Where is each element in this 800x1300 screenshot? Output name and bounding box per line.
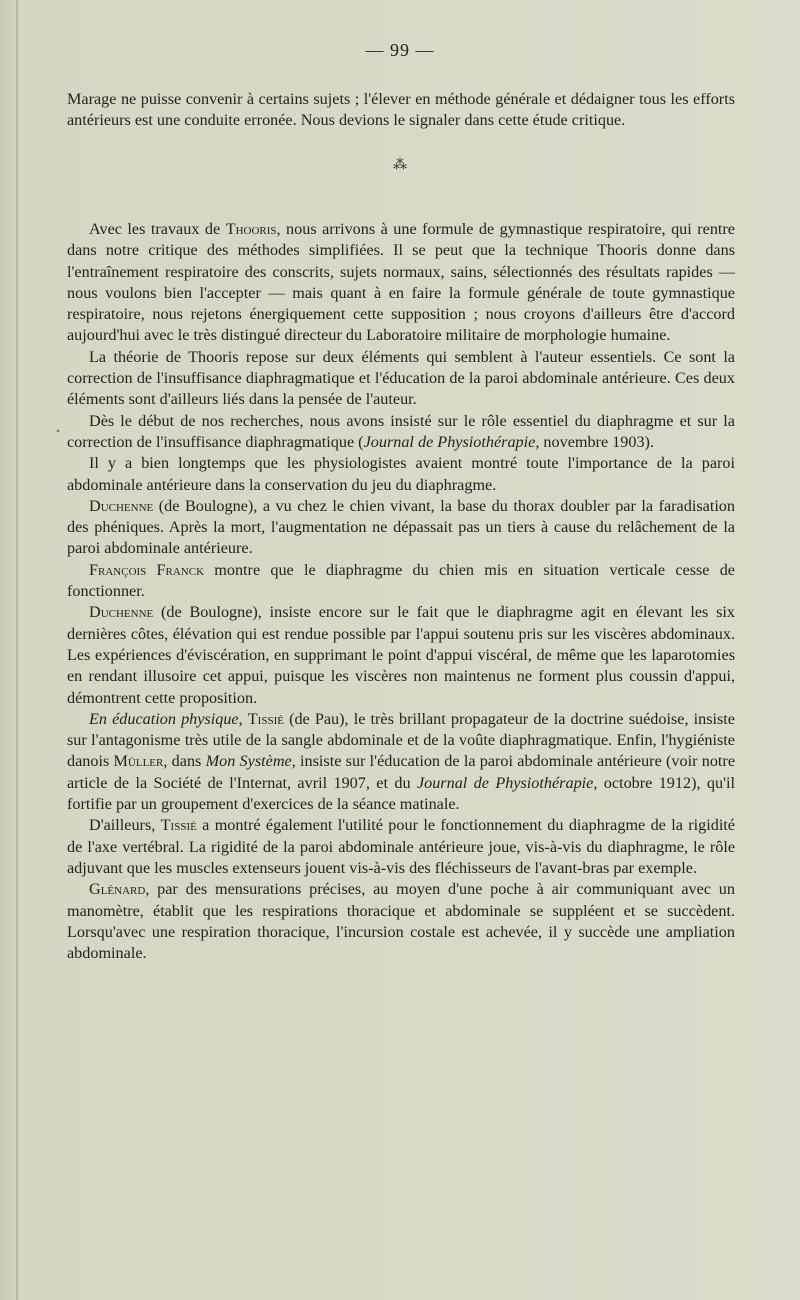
author-name: Thooris [225, 220, 277, 238]
text-run: a montré également l'utilité pour le fonctionnement du diaphragme de la rigidité de l'axe vertébral. La rigidité de la paroi abdominale antérieure joue, vis-à-vis du diaphragme, le rôle adjuvant que les muscles extenseurs jouent vis-à-vis des fléchisseurs de l'avant-bras par exemple. [67, 816, 735, 877]
text-run: , octobre 1912), qu'il fortifie par un groupement d'exercices de la séance matinale. [67, 773, 736, 814]
author-name: Duchenne [89, 603, 154, 622]
text-run: , nous arrivons à une formule de gymnastique respiratoire, qui rentre dans notre critique des méthodes simplifiées. Il se peut que la technique Thooris donne dans l'entraînement respiratoire des conscrits, sujets normaux, sains, sélectionnés des résultats rapides — nous voulons bien l'accepter — mais quant à en faire la formule générale de toute gymnastique respiratoire, nous rejetons énergiquement cette supposition ; nous croyons d'ailleurs être d'accord aujourd'hui avec le très distingué directeur du Laboratoire militaire de morphologie humaine. [67, 220, 735, 345]
text-run: , [238, 709, 248, 728]
main-text [67, 219, 735, 964]
page-number: — 99 — [365, 40, 435, 60]
paragraph-theory: La théorie de Thooris repose sur deux éléments qui semblent à l'auteur essentiels. Ce sont la correction de l'insuffisance diaphragmatique et l'éducation de la paroi abdominale antérieure. Ces deux éléments sont d'ailleurs liés dans la pensée de l'auteur. [67, 347, 735, 409]
intro-paragraph-block [67, 89, 735, 132]
paragraph-duchenne-1 [67, 496, 735, 560]
work-title: En éducation physique [89, 709, 239, 728]
text-run: , novembre 1903). [535, 432, 654, 451]
intro-paragraph: Marage ne puisse convenir à certains sujets ; l'élever en méthode générale et dédaigner tous les efforts antérieurs est une conduite erronée. Nous devions le signaler dans cette étude critique. [67, 90, 735, 130]
author-name: Glénard [89, 880, 146, 899]
paragraph-tissie-muller [67, 709, 735, 815]
paragraph-franck [67, 560, 735, 603]
text-run: Avec les travaux de [89, 220, 226, 238]
paragraph-duchenne-2 [67, 602, 735, 708]
paragraph-tissie-2 [67, 815, 735, 879]
journal-title: Journal de Physiothérapie [363, 432, 536, 451]
author-name: Müller [113, 752, 164, 771]
paragraph-glenard [67, 879, 735, 964]
text-run: , dans [163, 752, 206, 771]
work-title: Mon Système [205, 752, 292, 771]
text-run: (de Pau), le très brillant propagateur de la doctrine suédoise, insiste sur l'antagonisme très utile de la sangle abdominale et de la voûte diaphragmatique. Enfin, l'hygiéniste danois [67, 709, 735, 771]
text-run: D'ailleurs, [89, 816, 161, 835]
text-run: , par des mensurations précises, au moyen d'une poche à air communiquant avec un manomètre, établit que les respirations thoracique et abdominale se suppléent et se succèdent. Lorsqu'avec une respiration thoracique, l'incursion costale est achevée, il y succède une ampliation abdominale. [67, 880, 735, 963]
paragraph-physiologists: Il y a bien longtemps que les physiologistes avaient montré toute l'importance de la paroi abdominale antérieure dans la conservation du jeu du diaphragme. [67, 454, 735, 494]
author-name: Tissié [160, 816, 197, 835]
margin-mark: • [56, 424, 61, 438]
section-separator: ⁂ [393, 158, 407, 173]
text-run: Dès le début de nos recherches, nous avons insisté sur le rôle essentiel du diaphragme et sur la correction de l'insuffisance diaphragmatique ( [67, 411, 735, 451]
author-name: Tissié [247, 709, 284, 728]
author-name: Duchenne [89, 496, 154, 515]
text-run: , insiste sur l'éducation de la paroi abdominale antérieure (voir notre article de la Société de l'Internat, avril 1907, et du [67, 752, 736, 792]
text-run: (de Boulogne), insiste encore sur le fait que le diaphragme agit en élevant les six dernières côtes, élévation qui est rendue possible par l'appui soutenu pris sur les viscères abdominaux. Les expériences d'éviscération, en supprimant le point d'appui viscéral, de même que les laparotomies en rendant illusoire cet appui, puisque les viscères non maintenus ne forment plus coussin d'appui, démontrent cette proposition. [67, 603, 735, 707]
text-run: (de Boulogne), a vu chez le chien vivant, la base du thorax doubler par la faradisation des phéniques. Après la mort, l'augmentation ne dépassait pas un tiers à cause du relâchement de la paroi abdominale antérieure. [67, 496, 735, 558]
text-run: montre que le diaphragme du chien mis en situation verticale cesse de fonctionner. [67, 560, 735, 601]
page-edge [16, 0, 18, 1300]
paragraph-research [67, 411, 735, 454]
paragraph-thooris [67, 219, 735, 347]
author-name: François Franck [89, 560, 205, 579]
journal-title: Journal de Physiothérapie [416, 773, 594, 792]
